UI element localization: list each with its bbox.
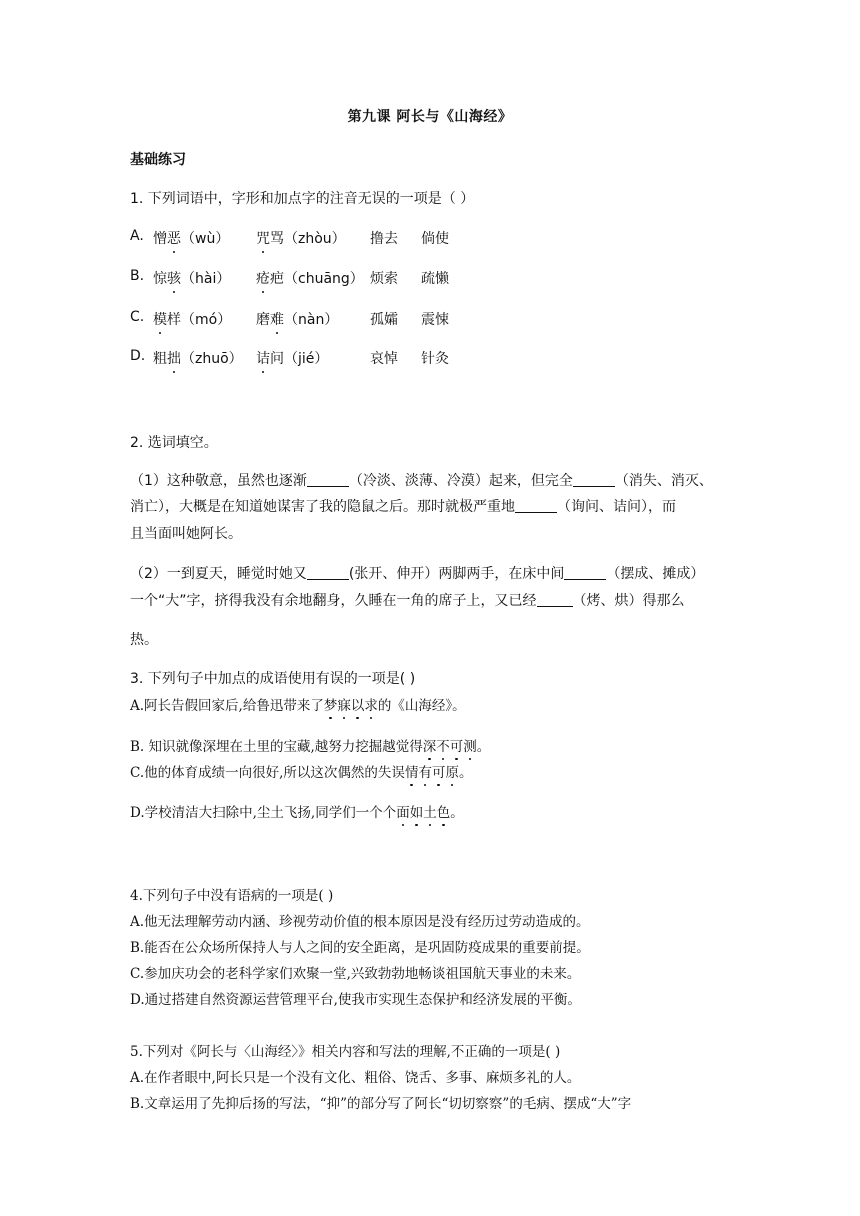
text-span: B. 知识就像深埋在土里的宝藏,越努力挖掘越觉得: [130, 739, 423, 755]
q1-word-4: [421, 228, 449, 248]
text-span: (张开、伸开）两脚两手，在床中间: [348, 566, 565, 582]
text-span: 撸去: [370, 231, 398, 247]
text-span: 惊: [153, 271, 167, 287]
q1-word-1: [153, 348, 243, 368]
q1-option-label: [130, 348, 145, 364]
q1-word-2: [256, 309, 338, 329]
dotted-char: 模: [153, 309, 167, 329]
text-span: C.他的体育成绩一向很好,所以这次偶然的失误: [130, 765, 405, 781]
text-span: 。: [450, 805, 464, 821]
q1-word-2: [256, 268, 364, 288]
q2-p2-line2: [130, 590, 685, 610]
dotted-char: 面: [396, 801, 410, 821]
text-span: 憎: [153, 231, 167, 247]
option-label: D.: [130, 348, 146, 364]
dotted-char: 可: [432, 761, 446, 781]
text-span: 针灸: [421, 351, 449, 367]
q3-option-c: [130, 761, 472, 781]
dotted-char: 疮: [256, 268, 270, 288]
dotted-char: 深: [423, 735, 437, 755]
dotted-char: 测: [463, 735, 477, 755]
q4-option-a: A.他无法理解劳动内涵、珍视劳动价值的根本原因是没有经历过劳动造成的。: [130, 914, 590, 930]
q3-option-b: [130, 735, 490, 755]
option-label: B.: [130, 268, 145, 284]
q1-option-label: [130, 228, 144, 244]
q1-stem: 1. 下列词语中，字形和加点字的注音无误的一项是（ ）: [130, 191, 475, 207]
text-span: （消失、消灭、: [614, 473, 713, 489]
text-span: 磨: [256, 312, 270, 328]
text-span: （hài）: [181, 271, 231, 287]
fill-blank[interactable]: [515, 498, 557, 513]
q2-p1-line2: [130, 496, 676, 516]
fill-blank[interactable]: [537, 592, 573, 607]
dotted-char: 寐: [337, 694, 351, 714]
text-span: 问（jié）: [270, 351, 329, 367]
text-span: 一个“大”字，挤得我没有余地翻身，久睡在一角的席子上，又已经: [130, 593, 537, 609]
text-span: D.学校清洁大扫除中,尘土飞扬,同学们一个个: [130, 805, 397, 821]
text-span: 骂（zhòu）: [270, 231, 346, 247]
fill-blank[interactable]: [307, 565, 349, 580]
text-span: 倘使: [421, 231, 449, 247]
q2-p2-line1: [130, 563, 704, 583]
q2-p1-line3: 且当面叫她阿长。: [130, 526, 242, 542]
q1-word-4: [421, 309, 449, 329]
dotted-char: 拙: [167, 348, 181, 368]
idiom-a: [324, 698, 378, 714]
dotted-char: 骇: [167, 268, 181, 288]
text-span: （1）这种敬意，虽然也逐渐: [130, 473, 307, 489]
q1-word-2: [256, 228, 346, 248]
fill-blank[interactable]: [573, 472, 615, 487]
dotted-char: 梦: [324, 694, 338, 714]
text-span: 的《山海经》。: [377, 698, 466, 714]
section-heading: 基础练习: [130, 152, 186, 168]
dotted-char: 原: [445, 761, 459, 781]
text-span: 粗: [153, 351, 167, 367]
dotted-char: 土: [423, 801, 437, 821]
text-span: 震悚: [421, 312, 449, 328]
q1-word-3: [370, 348, 398, 368]
text-span: （2）一到夏天，睡觉时她又: [130, 566, 307, 582]
q1-option-label: [130, 268, 144, 284]
q1-word-4: [421, 348, 449, 368]
dotted-char: 情: [405, 761, 419, 781]
dotted-char: 求: [364, 694, 378, 714]
text-span: 。: [458, 765, 473, 781]
text-span: 烦索: [370, 271, 398, 287]
q5-option-b: B.文章运用了先抑后扬的写法，“抑”的部分写了阿长“切切察察”的毛病、摆成“大”字: [130, 1096, 632, 1112]
dotted-char: 咒: [256, 228, 270, 248]
dotted-char: 色: [437, 801, 451, 821]
q4-stem: 4.下列句子中没有语病的一项是( ): [130, 888, 334, 904]
q2-p1-line1: [130, 470, 713, 490]
text-span: （wù）: [181, 231, 230, 247]
q1-word-1: [153, 228, 229, 248]
dotted-char: 不: [436, 735, 450, 755]
text-span: 。: [476, 739, 491, 755]
lesson-title: 第九课 阿长与《山海经》: [347, 109, 513, 125]
text-span: 消亡），大概是在知道她谋害了我的隐鼠之后。那时就极严重地: [130, 499, 515, 515]
q4-option-d: D.通过搭建自然资源运营管理平台,使我市实现生态保护和经济发展的平衡。: [130, 992, 581, 1008]
q3-stem: 3. 下列句子中加点的成语使用有误的一项是( ): [130, 671, 416, 687]
text-span: A.阿长告假回家后,给鲁迅带来了: [130, 698, 324, 714]
text-span: （nàn）: [284, 312, 339, 328]
option-label: C.: [130, 309, 145, 325]
idiom-b: [423, 739, 477, 755]
q1-word-3: [370, 268, 398, 288]
text-span: 哀悼: [370, 351, 398, 367]
q4-option-c: C.参加庆功会的老科学家们欢聚一堂,兴致勃勃地畅谈祖国航天事业的未来。: [130, 966, 581, 982]
dotted-char: 恶: [167, 228, 181, 248]
q1-word-4: [421, 268, 449, 288]
q1-word-3: [370, 309, 398, 329]
dotted-char: 有: [418, 761, 432, 781]
text-span: 样（mó）: [167, 312, 232, 328]
q1-option-label: [130, 309, 144, 325]
text-span: 疤（chuāng）: [270, 271, 364, 287]
q1-word-1: [153, 309, 231, 329]
text-span: 疏懒: [421, 271, 449, 287]
q3-option-a: [130, 694, 466, 714]
q4-option-b: B.能否在公众场所保持人与人之间的安全距离，是巩固防疫成果的重要前提。: [130, 940, 590, 956]
q2-p2-line3: 热。: [130, 632, 158, 648]
fill-blank[interactable]: [564, 565, 606, 580]
q3-option-d: [130, 801, 464, 821]
q5-option-a: A.在作者眼中,阿长只是一个没有文化、粗俗、饶舌、多事、麻烦多礼的人。: [130, 1070, 581, 1086]
fill-blank[interactable]: [307, 472, 349, 487]
q1-word-3: [370, 228, 398, 248]
text-span: （询问、诘问），而: [557, 499, 676, 515]
text-span: （烤、烘）得那么: [572, 593, 685, 609]
dotted-char: 以: [351, 694, 365, 714]
idiom-d: [396, 805, 450, 821]
dotted-char: 诘: [256, 348, 270, 368]
text-span: （冷淡、淡薄、冷漠）起来，但完全: [348, 473, 573, 489]
dotted-char: 难: [270, 309, 284, 329]
option-label: A.: [130, 228, 144, 244]
dotted-char: 如: [410, 801, 424, 821]
text-span: （摆成、摊成）: [606, 566, 705, 582]
q1-word-2: [256, 348, 328, 368]
text-span: （zhuō）: [181, 351, 243, 367]
q2-stem: 2. 选词填空。: [130, 435, 218, 451]
q5-stem: 5.下列对《阿长与〈山海经〉》相关内容和写法的理解,不正确的一项是( ): [130, 1044, 561, 1060]
idiom-c: [405, 765, 459, 781]
text-span: 孤孀: [370, 312, 398, 328]
dotted-char: 可: [450, 735, 464, 755]
q1-word-1: [153, 268, 230, 288]
